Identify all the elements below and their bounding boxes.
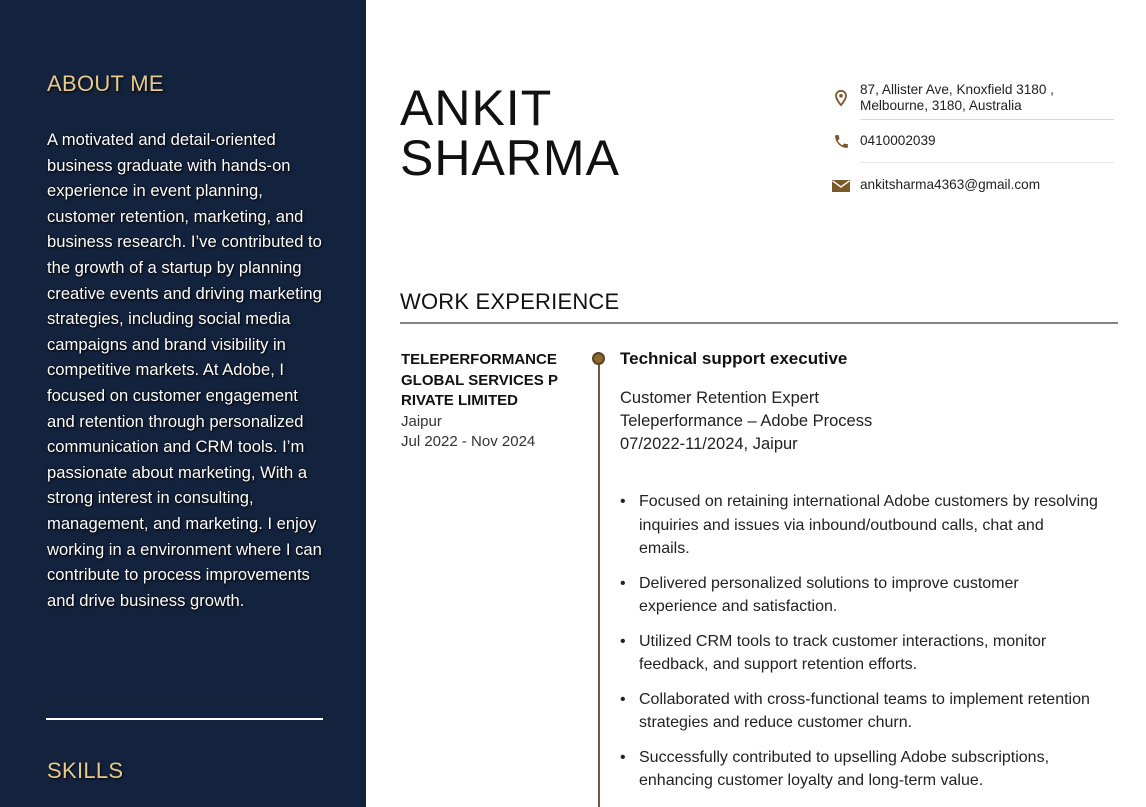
timeline-dot-icon <box>592 352 605 365</box>
contact-phone <box>822 133 1118 150</box>
sidebar-divider <box>46 718 323 720</box>
bullet-icon: • <box>620 690 626 708</box>
phone-number: 0410002039 <box>860 133 936 148</box>
address-line-1: 87, Allister Ave, Knoxfield 3180 , <box>860 82 1054 97</box>
job-period-location: 07/2022-11/2024, Jaipur <box>620 435 798 453</box>
last-name: SHARMA <box>400 130 620 186</box>
company-block <box>401 350 566 453</box>
bullet-icon: • <box>620 748 626 766</box>
company-location: Jaipur <box>401 412 442 430</box>
skills-heading: SKILLS <box>47 758 124 783</box>
candidate-name <box>400 80 620 186</box>
about-me-heading: ABOUT ME <box>47 71 164 96</box>
job-bullets <box>620 490 1098 804</box>
phone-icon <box>822 133 860 150</box>
section-divider <box>400 322 1118 324</box>
address-line-2: Melbourne, 3180, Australia <box>860 98 1022 113</box>
timeline-line <box>598 364 600 807</box>
list-item: • Successfully contributed to upselling Adobe subscriptions, enhancing customer loyalty and long-term value. <box>620 746 1098 793</box>
job-role: Customer Retention Expert <box>620 389 820 407</box>
list-item: • Utilized CRM tools to track customer interactions, monitor feedback, and support retention efforts. <box>620 630 1098 677</box>
location-pin-icon <box>822 82 860 106</box>
contact-separator <box>860 119 1114 120</box>
contact-email <box>822 177 1118 193</box>
contact-block <box>822 82 1118 193</box>
contact-address <box>822 82 1118 114</box>
sidebar <box>0 0 366 807</box>
contact-separator <box>860 162 1114 163</box>
bullet-icon: • <box>620 574 626 592</box>
job-entry <box>620 348 1110 456</box>
work-experience-heading: WORK EXPERIENCE <box>400 289 620 314</box>
job-info <box>620 387 1110 456</box>
list-item: • Focused on retaining international Adobe customers by resolving inquiries and issues via inbound/outbound calls, chat and emails. <box>620 490 1098 561</box>
envelope-icon <box>822 177 860 192</box>
bullet-icon: • <box>620 632 626 650</box>
job-process: Teleperformance – Adobe Process <box>620 412 873 430</box>
company-dates: Jul 2022 - Nov 2024 <box>401 433 536 450</box>
list-item: • Delivered personalized solutions to improve customer experience and satisfaction. <box>620 572 1098 619</box>
list-item: • Collaborated with cross-functional teams to implement retention strategies and reduce customer churn. <box>620 688 1098 735</box>
bullet-icon: • <box>620 493 626 510</box>
email-address[interactable]: ankitsharma4363@gmail.com <box>860 177 1041 192</box>
job-title: Technical support executive <box>620 349 848 368</box>
first-name: ANKIT <box>400 80 553 136</box>
company-name: TELEPERFORMANCE GLOBAL SERVICES PRIVATE LIMITED <box>401 351 558 409</box>
about-me-text: A motivated and detail-oriented business graduate with hands-on experience in event planning, customer retention, marketing, and business research. I’ve contributed to the growth of a startup by planning creative events and driving marketing strategies, including social media campaigns and brand visibility in competitive markets. At Adobe, I focused on customer engagement and retention through personalized communication and CRM tools. I’m passionate about marketing, With a strong interest in consulting, management, and marketing. I enjoy working in a environment where I can contribute to process improvements and drive business growth. <box>47 130 322 610</box>
